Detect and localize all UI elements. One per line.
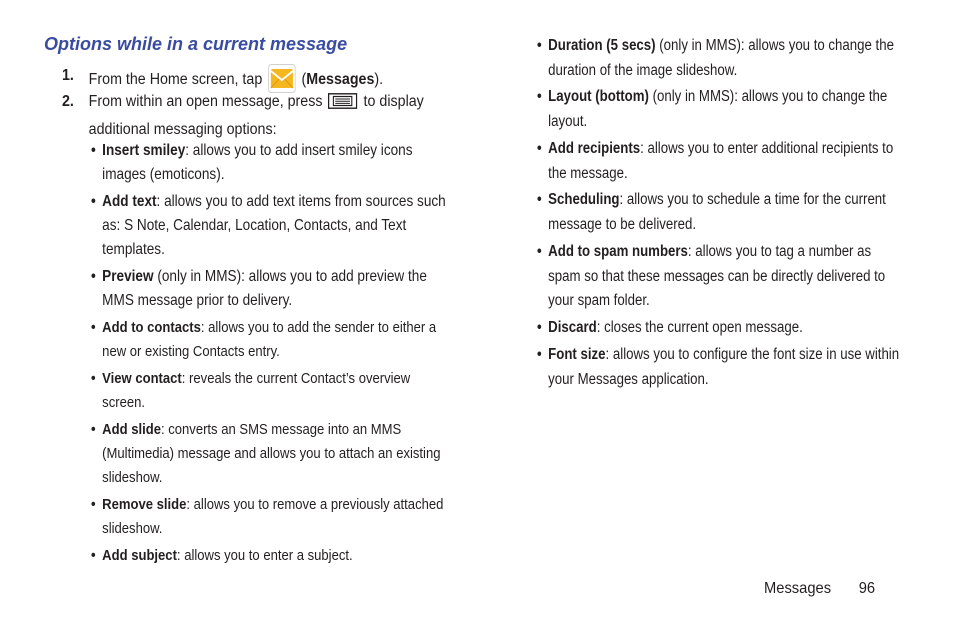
option-desc: : allows you to enter additional recipients to the message.: [548, 139, 894, 182]
bullet: •: [91, 268, 96, 285]
list-item: [537, 316, 905, 341]
bullet: •: [91, 319, 96, 336]
page-number: 96: [858, 580, 876, 597]
bullet: •: [91, 547, 96, 564]
list-item: [91, 367, 446, 415]
messages-label: Messages: [306, 71, 375, 88]
option-term: Duration (5 secs): [548, 37, 656, 54]
option-term: Layout (bottom): [548, 88, 649, 106]
bullet: •: [537, 37, 542, 54]
list-item: [91, 139, 446, 187]
option-desc: : allows you to configure the font size in use within your Messages application.: [548, 345, 900, 388]
option-desc: : reveals the current Contact’s overview screen.: [102, 370, 411, 411]
bullet: •: [91, 370, 96, 387]
bullet: •: [537, 319, 542, 337]
option-desc: : allows you to enter a subject.: [176, 547, 353, 564]
paren-close: ).: [374, 71, 384, 88]
option-desc: : converts an SMS message into an MMS (Multimedia) message and allows you to attach an existing slideshow.: [102, 421, 441, 486]
option-desc: : allows you to remove a previously attached slideshow.: [102, 496, 444, 537]
option-term: Remove slide: [102, 496, 187, 513]
option-term: Add to contacts: [102, 319, 201, 336]
right-option-list: [537, 34, 905, 392]
bullet: •: [91, 421, 96, 438]
section-heading: Options while in a current message: [44, 34, 348, 54]
step-text: From within an open message, press: [88, 93, 323, 110]
option-desc: (only in MMS): allows you to add preview the MMS message prior to delivery.: [102, 268, 427, 309]
footer-section-name: Messages: [764, 580, 832, 597]
option-term: Insert smiley: [102, 142, 186, 159]
list-item: [537, 188, 905, 237]
bullet: •: [537, 139, 542, 157]
step-number: 2.: [62, 93, 74, 110]
option-desc: : allows you to add insert smiley icons images (emoticons).: [102, 142, 413, 183]
option-term: Add slide: [102, 421, 161, 438]
bullet: •: [537, 191, 542, 209]
bullet: •: [537, 242, 542, 260]
option-desc: : allows you to add the sender to either a new or existing Contacts entry.: [102, 319, 437, 360]
bullet: •: [537, 88, 542, 106]
bullet: •: [91, 193, 96, 210]
list-item: [537, 137, 905, 186]
menu-key-icon: [328, 93, 357, 118]
list-item: [91, 493, 446, 541]
list-item: [91, 190, 446, 262]
option-term: Font size: [548, 345, 606, 363]
step-2: [62, 90, 466, 142]
steps-list: [62, 64, 454, 142]
step-number: 1.: [62, 67, 74, 84]
option-term: Add recipients: [548, 139, 641, 157]
right-column: [537, 34, 905, 394]
option-desc: : allows you to tag a number as spam so that these messages can be directly delivered to your spam folder.: [548, 242, 886, 310]
option-desc: (only in MMS): allows you to change the layout.: [548, 88, 888, 131]
list-item: [91, 544, 446, 568]
option-desc: : allows you to schedule a time for the current message to be delivered.: [548, 191, 886, 234]
option-term: Add subject: [102, 547, 177, 564]
list-item: [537, 343, 905, 392]
option-desc: (only in MMS): allows you to change the duration of the image slideshow.: [548, 37, 894, 79]
left-option-list: [91, 139, 491, 571]
option-term: Discard: [548, 319, 597, 337]
option-term: Scheduling: [548, 191, 620, 209]
step-text-after: to display additional messaging options:: [88, 93, 424, 138]
bullet: •: [91, 142, 96, 159]
page-footer: [764, 578, 875, 600]
option-desc: : closes the current open message.: [596, 319, 803, 337]
option-term: Add to spam numbers: [548, 242, 688, 260]
step-1: [62, 64, 466, 90]
list-item: [91, 265, 446, 313]
list-item: [537, 34, 905, 83]
list-item: [91, 316, 446, 364]
bullet: •: [537, 345, 542, 363]
option-term: Add text: [102, 193, 157, 210]
option-term: View contact: [102, 370, 182, 387]
list-item: [537, 85, 905, 134]
option-desc: : allows you to add text items from sources such as: S Note, Calendar, Location, Contacts, and Text templates.: [102, 193, 446, 258]
list-item: [91, 418, 446, 490]
step-text: From the Home screen, tap: [88, 71, 263, 88]
list-item: [537, 240, 905, 314]
paren-open: (: [301, 71, 307, 88]
bullet: •: [91, 496, 96, 513]
option-term: Preview: [102, 268, 154, 285]
